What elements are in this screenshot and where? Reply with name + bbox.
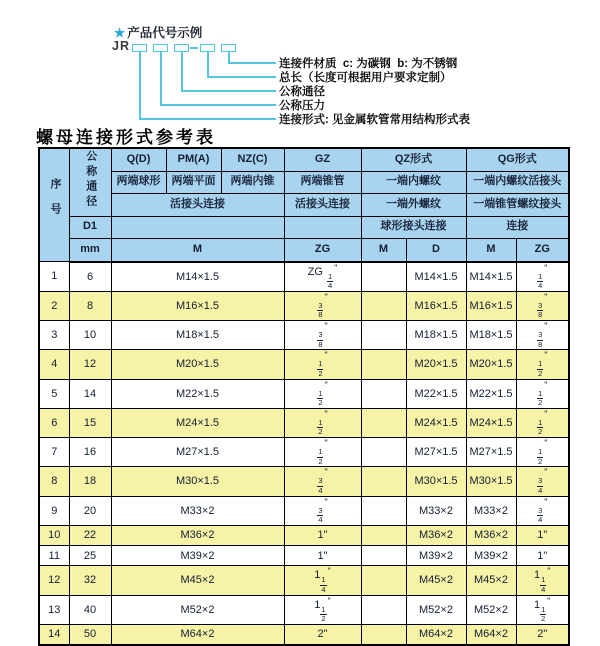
header-dn-label: 公称通径	[84, 150, 97, 211]
connector-hline-length	[207, 76, 276, 78]
cell-qgm: M33×2	[466, 496, 516, 525]
cell-qgm: M30×1.5	[466, 467, 516, 496]
header-qg-desc2: 一端锥管螺纹接头	[466, 194, 569, 217]
cell-m: M18×1.5	[111, 321, 284, 350]
cell-qgzg: 1"	[516, 546, 569, 566]
cell-gz: $\frac{3}{8}$ "	[284, 321, 361, 350]
header-qg-conn: 连接	[466, 216, 569, 239]
header-qz-conn: 球形接头连接	[361, 216, 466, 239]
cell-qgm: M14×1.5	[466, 262, 516, 292]
annotation-connection: 连接形式: 见金属软管常用结构形式表	[279, 114, 471, 126]
cell-qzm	[361, 262, 406, 292]
cell-qgzg: $\frac{3}{4}$ "	[516, 467, 569, 496]
header-mm: mm	[69, 239, 111, 262]
cell-qzm	[361, 291, 406, 320]
header-union-conn: 活接头连接	[111, 194, 284, 217]
header-d1: D1	[69, 216, 111, 239]
connector-hline-diameter	[181, 90, 276, 92]
cell-qgm: M27×1.5	[466, 438, 516, 467]
cell-qzm	[361, 379, 406, 408]
annotation-material: 连接件材质 c: 为碳钢 b: 为不锈钢	[279, 58, 458, 70]
header-gz-conn: 活接头连接	[284, 194, 361, 217]
table-title: 螺母连接形式参考表	[36, 128, 216, 148]
cell-gz: $\frac{3}{4}$ "	[284, 496, 361, 525]
cell-m: M16×1.5	[111, 291, 284, 320]
header-qg: QG形式	[466, 148, 569, 171]
cell-qgzg: $\frac{1}{4}$ "	[516, 262, 569, 292]
cell-qgzg: $\frac{1}{2}$ "	[516, 438, 569, 467]
cell-m: M52×2	[111, 595, 284, 624]
header-qg-m: M	[466, 239, 516, 262]
table-row	[39, 350, 569, 379]
cell-qgm: M52×2	[466, 595, 516, 624]
cell-seq: 13	[39, 595, 69, 624]
cell-qzd: M45×2	[406, 566, 466, 595]
cell-qgzg: 2"	[516, 624, 569, 645]
cell-qgm: M16×1.5	[466, 291, 516, 320]
table-row	[39, 467, 569, 496]
cell-qgm: M45×2	[466, 566, 516, 595]
cell-qzd: M33×2	[406, 496, 466, 525]
cell-dn: 10	[69, 321, 111, 350]
cell-qzm	[361, 595, 406, 624]
cell-qzm	[361, 350, 406, 379]
header-qz-m: M	[361, 239, 406, 262]
cell-gz: 1 $\frac{1}{4}$ "	[284, 566, 361, 595]
table-row	[39, 595, 569, 624]
cell-qzm	[361, 546, 406, 566]
cell-gz: $\frac{1}{2}$ "	[284, 379, 361, 408]
cell-qgm: M36×2	[466, 525, 516, 545]
cell-m: M33×2	[111, 496, 284, 525]
cell-qzd: M16×1.5	[406, 291, 466, 320]
cell-qzm	[361, 496, 406, 525]
cell-m: M64×2	[111, 624, 284, 645]
cell-qgm: M64×2	[466, 624, 516, 645]
annotation-diameter: 公称通径	[279, 86, 325, 98]
cell-dn: 15	[69, 408, 111, 437]
header-qz-desc1: 一端内螺纹	[361, 171, 466, 194]
cell-qzm	[361, 525, 406, 545]
cell-gz: 1 $\frac{1}{2}$ "	[284, 595, 361, 624]
cell-seq: 8	[39, 467, 69, 496]
cell-gz: ZG $\frac{1}{4}$ "	[284, 262, 361, 292]
cell-seq: 5	[39, 379, 69, 408]
cell-dn: 16	[69, 438, 111, 467]
header-nz: NZ(C)	[221, 148, 284, 171]
cell-qzd: M27×1.5	[406, 438, 466, 467]
cell-seq: 3	[39, 321, 69, 350]
cell-seq: 1	[39, 262, 69, 292]
header-pm-desc: 两端平面	[166, 171, 221, 194]
cell-dn: 8	[69, 291, 111, 320]
cell-qzd: M24×1.5	[406, 408, 466, 437]
header-qg-desc1: 一端内螺纹活接头	[466, 171, 569, 194]
cell-qzm	[361, 408, 406, 437]
cell-qzd: M52×2	[406, 595, 466, 624]
table-row	[39, 321, 569, 350]
connector-vline-3	[181, 51, 183, 90]
header-qz-desc2: 一端外螺纹	[361, 194, 466, 217]
cell-seq: 2	[39, 291, 69, 320]
connector-vline-5	[228, 51, 230, 62]
header-qg-zg: ZG	[516, 239, 569, 262]
header-m-wide: M	[111, 239, 284, 262]
cell-gz: $\frac{1}{2}$ "	[284, 438, 361, 467]
cell-dn: 22	[69, 525, 111, 545]
table-row	[39, 525, 569, 545]
jr-prefix: JR	[112, 39, 130, 53]
table-row	[39, 291, 569, 320]
cell-m: M39×2	[111, 546, 284, 566]
cell-m: M24×1.5	[111, 408, 284, 437]
cell-dn: 25	[69, 546, 111, 566]
cell-qgm: M22×1.5	[466, 379, 516, 408]
header-q-desc: 两端球形	[111, 171, 166, 194]
cell-qgzg: $\frac{1}{2}$ "	[516, 379, 569, 408]
cell-qzd: M22×1.5	[406, 379, 466, 408]
cell-qgzg: 1 $\frac{1}{4}$ "	[516, 566, 569, 595]
cell-qzm	[361, 467, 406, 496]
header-pm: PM(A)	[166, 148, 221, 171]
nut-connection-table	[38, 147, 570, 646]
cell-qzm	[361, 624, 406, 645]
cell-m: M36×2	[111, 525, 284, 545]
cell-seq: 7	[39, 438, 69, 467]
header-seq	[39, 148, 69, 262]
header-q: Q(D)	[111, 148, 166, 171]
cell-qzd: M39×2	[406, 546, 466, 566]
cell-gz: 2"	[284, 624, 361, 645]
cell-m: M30×1.5	[111, 467, 284, 496]
cell-qgzg: $\frac{1}{2}$ "	[516, 350, 569, 379]
cell-qgm: M24×1.5	[466, 408, 516, 437]
connector-vline-4	[207, 51, 209, 76]
cell-seq: 14	[39, 624, 69, 645]
cell-qgm: M39×2	[466, 546, 516, 566]
cell-dn: 18	[69, 467, 111, 496]
cell-dn: 14	[69, 379, 111, 408]
cell-qgzg: $\frac{3}{4}$ "	[516, 496, 569, 525]
cell-gz: 1"	[284, 546, 361, 566]
header-gz-desc: 两端锥管	[284, 171, 361, 194]
table-header	[39, 148, 569, 262]
cell-qzm	[361, 566, 406, 595]
header-seq-label: 序号	[49, 178, 62, 229]
cell-qzd: M36×2	[406, 525, 466, 545]
product-code-example-text: 产品代号示例	[127, 26, 203, 40]
cell-seq: 12	[39, 566, 69, 595]
header-nz-desc: 两端内锥	[221, 171, 284, 194]
cell-qzd: M18×1.5	[406, 321, 466, 350]
header-dn	[69, 148, 111, 216]
cell-dn: 50	[69, 624, 111, 645]
cell-qgm: M18×1.5	[466, 321, 516, 350]
header-gz: GZ	[284, 148, 361, 171]
cell-qzm	[361, 321, 406, 350]
connector-vline-2	[160, 51, 162, 104]
cell-qgzg: $\frac{3}{8}$ "	[516, 291, 569, 320]
connector-hline-material	[228, 62, 276, 64]
header-zg1: ZG	[284, 239, 361, 262]
cell-m: M45×2	[111, 566, 284, 595]
table-row	[39, 624, 569, 645]
cell-gz: $\frac{1}{2}$ "	[284, 350, 361, 379]
cell-seq: 6	[39, 408, 69, 437]
cell-gz: $\frac{3}{4}$ "	[284, 467, 361, 496]
cell-m: M14×1.5	[111, 262, 284, 292]
cell-gz: $\frac{3}{8}$ "	[284, 291, 361, 320]
table-row	[39, 262, 569, 292]
cell-qzd: M64×2	[406, 624, 466, 645]
table-row	[39, 566, 569, 595]
table-row	[39, 379, 569, 408]
table-body	[39, 262, 569, 646]
cell-qgm: M20×1.5	[466, 350, 516, 379]
cell-m: M27×1.5	[111, 438, 284, 467]
header-qz-d: D	[406, 239, 466, 262]
cell-qgzg: 1"	[516, 525, 569, 545]
cell-qzm	[361, 438, 406, 467]
cell-seq: 4	[39, 350, 69, 379]
cell-qgzg: 1 $\frac{1}{2}$ "	[516, 595, 569, 624]
annotation-length: 总长（长度可根据用户要求定制）	[279, 72, 452, 84]
cell-seq: 11	[39, 546, 69, 566]
cell-qzd: M14×1.5	[406, 262, 466, 292]
cell-dn: 6	[69, 262, 111, 292]
annotation-pressure: 公称压力	[279, 100, 325, 112]
cell-dn: 32	[69, 566, 111, 595]
connector-hline-pressure	[160, 104, 276, 106]
cell-dn: 20	[69, 496, 111, 525]
cell-seq: 9	[39, 496, 69, 525]
header-empty-gz	[284, 216, 361, 239]
cell-qgzg: $\frac{1}{2}$ "	[516, 408, 569, 437]
cell-qgzg: $\frac{3}{8}$ "	[516, 321, 569, 350]
cell-qzd: M30×1.5	[406, 467, 466, 496]
cell-gz: $\frac{1}{2}$ "	[284, 408, 361, 437]
header-qz: QZ形式	[361, 148, 466, 171]
cell-m: M20×1.5	[111, 350, 284, 379]
header-empty-union	[111, 216, 284, 239]
cell-gz: 1"	[284, 525, 361, 545]
cell-seq: 10	[39, 525, 69, 545]
code-dash	[190, 47, 198, 49]
cell-qzd: M20×1.5	[406, 350, 466, 379]
table-row	[39, 408, 569, 437]
cell-m: M22×1.5	[111, 379, 284, 408]
table-row	[39, 438, 569, 467]
connector-vline-1	[139, 51, 141, 118]
table-row	[39, 546, 569, 566]
cell-dn: 40	[69, 595, 111, 624]
cell-dn: 12	[69, 350, 111, 379]
connector-hline-connection	[139, 118, 276, 120]
star-icon: ★	[114, 26, 126, 40]
table-row	[39, 496, 569, 525]
